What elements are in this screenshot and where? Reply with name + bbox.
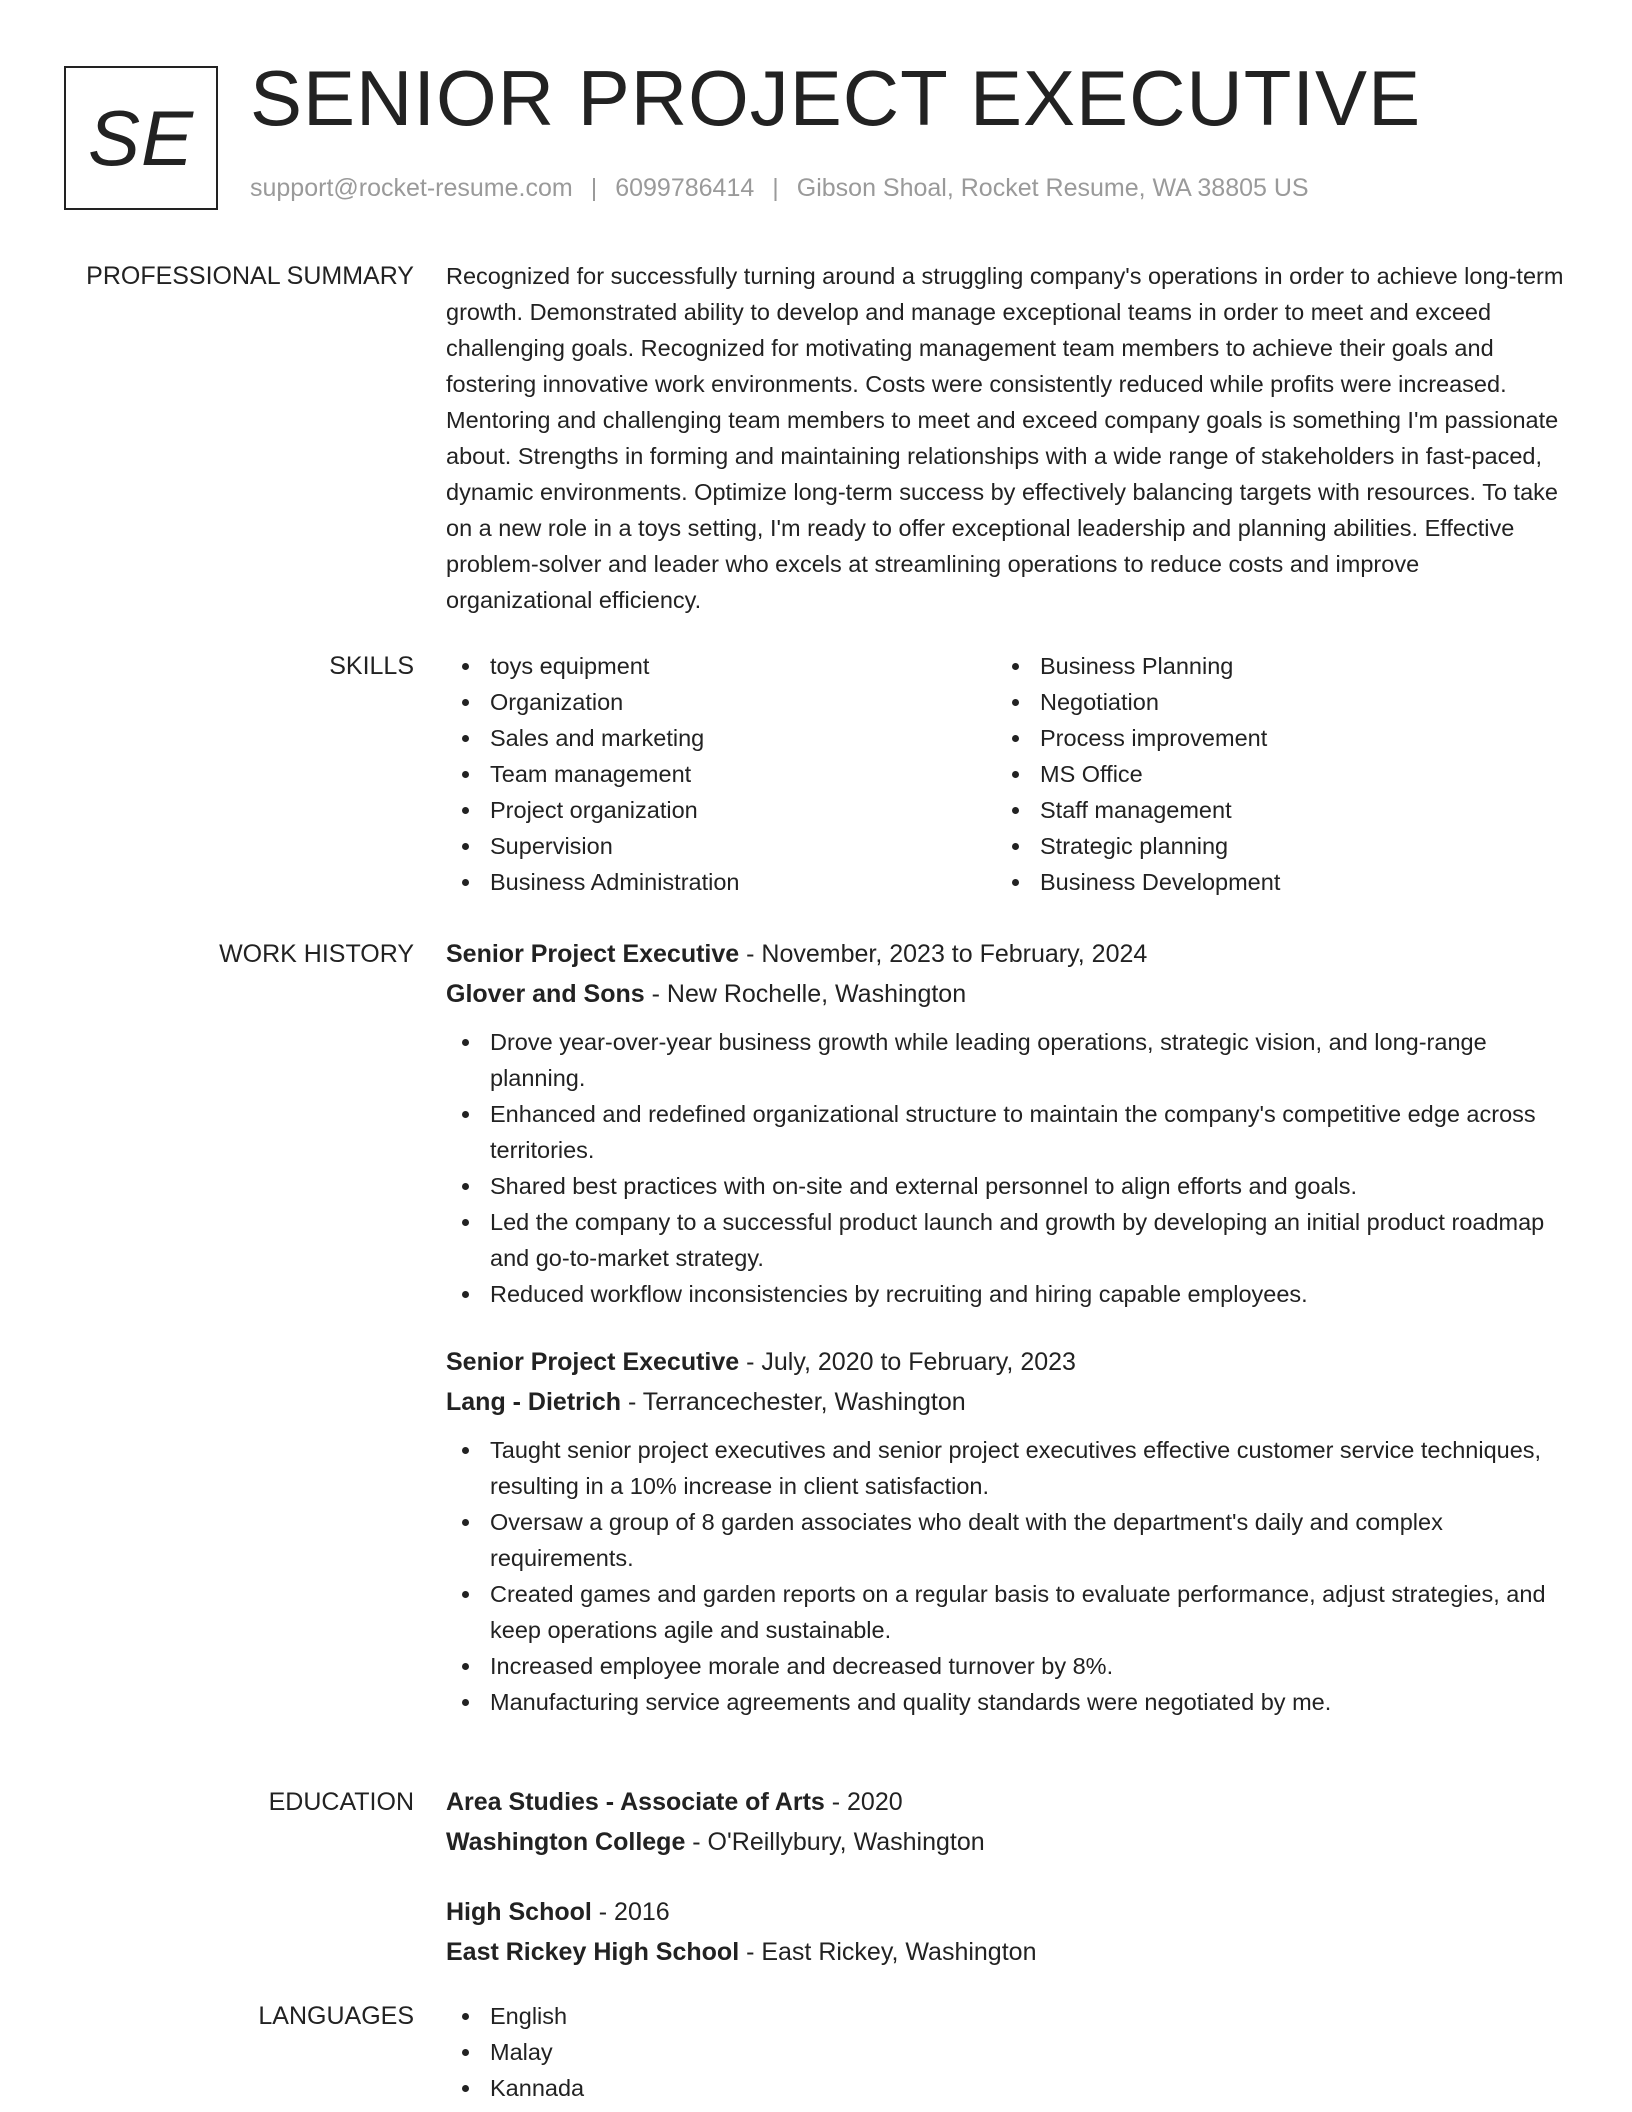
skill-item: Negotiation <box>996 684 1546 720</box>
skill-item: Process improvement <box>996 720 1546 756</box>
job-bullets <box>446 1024 1566 1312</box>
job-company: Glover and Sons <box>446 980 645 1008</box>
job-bullet: Increased employee morale and decreased turnover by 8%. <box>446 1648 1566 1684</box>
job-bullet: Drove year-over-year business growth while leading operations, strategic vision, and long-range planning. <box>446 1024 1566 1096</box>
skills-section <box>0 648 1632 900</box>
job-dates: - November, 2023 to February, 2024 <box>739 940 1148 968</box>
section-label: EDUCATION <box>268 1788 414 1816</box>
job-title: Senior Project Executive <box>446 940 740 968</box>
skill-item: Sales and marketing <box>446 720 996 756</box>
job-entry <box>446 1342 1566 1720</box>
languages-list <box>446 1998 1566 2106</box>
education-school: East Rickey High School <box>446 1938 740 1966</box>
section-label: SKILLS <box>329 652 414 680</box>
job-bullet: Taught senior project executives and senior project executives effective customer service techniques, resulting in a 10% increase in client satisfaction. <box>446 1432 1566 1504</box>
language-item: Kannada <box>446 2070 1566 2106</box>
contact-separator: | <box>590 174 598 202</box>
language-item: English <box>446 1998 1566 2034</box>
education-degree: Area Studies - Associate of Arts <box>446 1788 825 1816</box>
job-entry <box>446 934 1566 1312</box>
education-year: - 2020 <box>824 1788 903 1816</box>
job-bullet: Led the company to a successful product launch and growth by developing an initial product roadmap and go-to-market strategy. <box>446 1204 1566 1276</box>
job-bullet: Oversaw a group of 8 garden associates who dealt with the department's daily and complex requirements. <box>446 1504 1566 1576</box>
skill-item: Organization <box>446 684 996 720</box>
languages-section <box>0 1998 1632 2106</box>
job-location: - Terrancechester, Washington <box>621 1388 966 1416</box>
job-bullet: Manufacturing service agreements and quality standards were negotiated by me. <box>446 1684 1566 1720</box>
page-title: SENIOR PROJECT EXECUTIVE <box>250 54 1422 142</box>
contact-phone[interactable]: 6099786414 <box>615 174 755 202</box>
education-year: - 2016 <box>591 1898 670 1926</box>
education-school: Washington College <box>446 1828 686 1856</box>
skill-item: Supervision <box>446 828 996 864</box>
job-title: Senior Project Executive <box>446 1348 740 1376</box>
skill-item: Team management <box>446 756 996 792</box>
skills-list-left <box>446 648 996 900</box>
job-bullet: Reduced workflow inconsistencies by recruiting and hiring capable employees. <box>446 1276 1566 1312</box>
education-location: - East Rickey, Washington <box>739 1938 1037 1966</box>
skill-item: Business Planning <box>996 648 1546 684</box>
job-bullets <box>446 1432 1566 1720</box>
education-degree: High School <box>446 1898 592 1926</box>
contact-email[interactable]: support@rocket-resume.com <box>250 174 573 202</box>
skills-list-right <box>996 648 1546 900</box>
skill-item: Business Development <box>996 864 1546 900</box>
education-entry <box>446 1782 1566 1862</box>
job-bullet: Enhanced and redefined organizational structure to maintain the company's competitive edge across territories. <box>446 1096 1566 1168</box>
skill-item: Staff management <box>996 792 1546 828</box>
education-location: - O'Reillybury, Washington <box>685 1828 985 1856</box>
skill-item: Strategic planning <box>996 828 1546 864</box>
skill-item: MS Office <box>996 756 1546 792</box>
skill-item: Project organization <box>446 792 996 828</box>
job-location: - New Rochelle, Washington <box>644 980 967 1008</box>
job-bullet: Shared best practices with on-site and external personnel to align efforts and goals. <box>446 1168 1566 1204</box>
job-company: Lang - Dietrich <box>446 1388 622 1416</box>
contact-address: Gibson Shoal, Rocket Resume, WA 38805 US <box>796 174 1309 202</box>
summary-text: Recognized for successfully turning around a struggling company's operations in order to achieve long-term growth. Demonstrated ability to develop and manage exceptional teams in order to meet and exceed challenging goals. Recognized for motivating management team members to achieve their goals and fostering innovative work environments. Costs were consistently reduced while profits were increased. Mentoring and challenging team members to meet and exceed company goals is something I'm passionate about. Strengths in forming and maintaining relationships with a wide range of stakeholders in fast-paced, dynamic environments. Optimize long-term success by effectively balancing targets with resources. To take on a new role in a toys setting, I'm ready to offer exceptional leadership and planning abilities. Effective problem-solver and leader who excels at streamlining operations to reduce costs and improve organizational efficiency. <box>446 263 1564 613</box>
language-item: Malay <box>446 2034 1566 2070</box>
contact-line <box>250 174 1309 203</box>
summary-section <box>0 258 1632 618</box>
job-dates: - July, 2020 to February, 2023 <box>739 1348 1076 1376</box>
section-label: LANGUAGES <box>258 2002 414 2030</box>
section-label: WORK HISTORY <box>219 940 414 968</box>
job-bullet: Created games and garden reports on a regular basis to evaluate performance, adjust strategies, and keep operations agile and sustainable. <box>446 1576 1566 1648</box>
skill-item: toys equipment <box>446 648 996 684</box>
contact-separator: | <box>772 174 779 202</box>
education-section <box>0 1782 1632 1972</box>
skill-item: Business Administration <box>446 864 996 900</box>
education-entry <box>446 1892 1566 1972</box>
section-label: PROFESSIONAL SUMMARY <box>86 262 414 290</box>
work-history-section <box>0 934 1632 1720</box>
monogram-logo: SE <box>64 66 218 210</box>
